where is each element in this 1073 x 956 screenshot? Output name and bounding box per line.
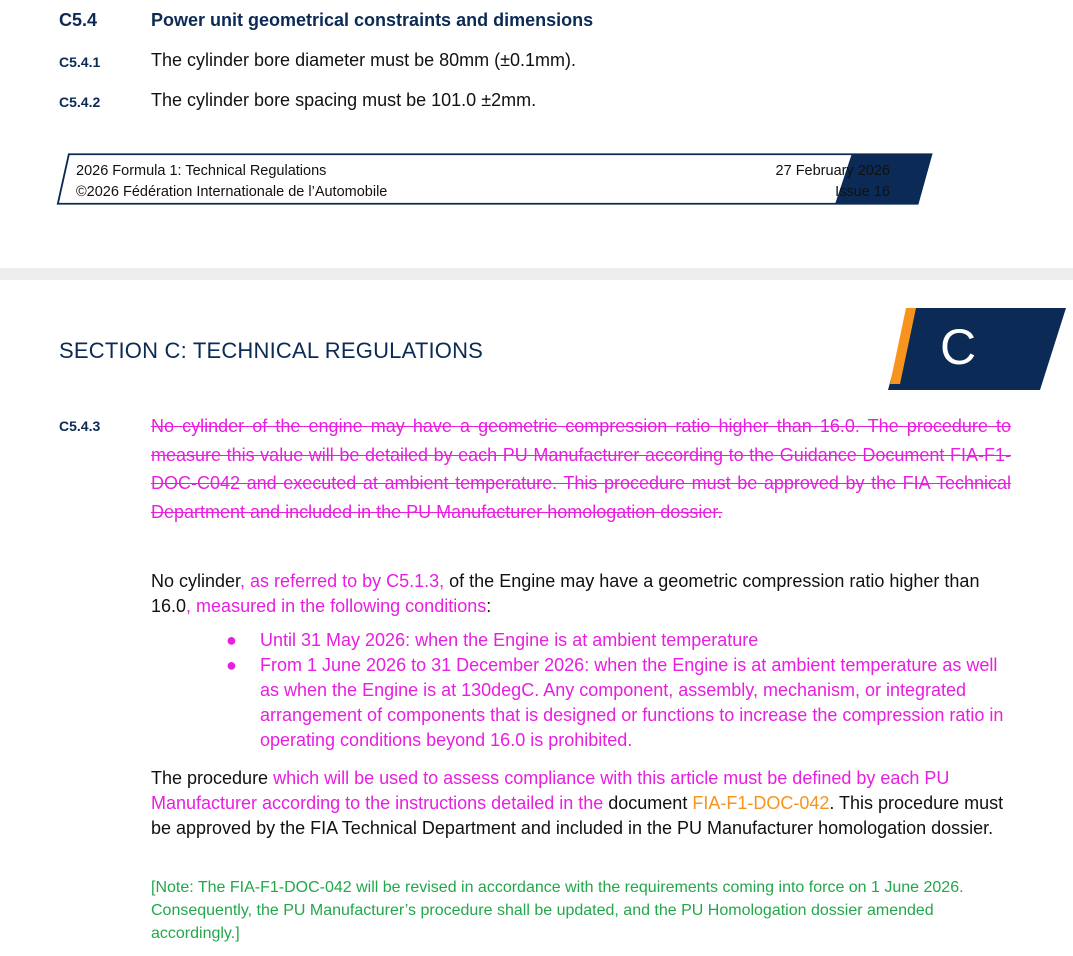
footer-doc-title: 2026 Formula 1: Technical Regulations xyxy=(76,163,327,179)
paragraph-text: : xyxy=(486,596,492,616)
document-reference: FIA-F1-DOC-042 xyxy=(692,793,830,813)
note-text: [Note: The FIA-F1-DOC-042 will be revised in accordance with the requirements coming into force on 1 June 2026. Consequently, the PU Manufacturer’s procedure shall be updated, and the PU Homologation dossier amended accordingly.] xyxy=(151,879,964,942)
section-heading: SECTION C: TECHNICAL REGULATIONS xyxy=(59,338,484,363)
list-item-text: From 1 June 2026 to 31 December 2026: when the Engine is at ambient temperature as well as when the Engine is at 130degC. Any component, assembly, mechanism, or integrated arrangement of components that is designed or functions to increase the compression ratio in operating conditions beyond 16.0 is prohibited. xyxy=(260,655,1004,750)
paragraph-procedure xyxy=(151,766,1016,841)
section-title: Power unit geometrical constraints and dimensions xyxy=(151,10,594,30)
footer-copyright: ©2026 Fédération Internationale de l’Automobile xyxy=(76,184,388,200)
list-item xyxy=(226,653,1016,753)
article-number-c542: C5.4.2 xyxy=(59,94,101,110)
footer-date: 27 February 2026 xyxy=(775,163,890,179)
article-text-c541: The cylinder bore diameter must be 80mm (±0.1mm). xyxy=(151,50,577,70)
footer-page-number: C68 xyxy=(936,168,978,193)
article-number-c541: C5.4.1 xyxy=(59,54,101,70)
paragraph-conditions xyxy=(151,569,1016,619)
article-text-c542: The cylinder bore spacing must be 101.0 ±2mm. xyxy=(151,90,537,110)
section-badge-letter: C xyxy=(939,319,977,375)
deleted-text: No cylinder of the engine may have a geometric compression ratio higher than 16.0. The procedure to measure this value will be detailed by each PU Manufacturer according to the Guidance Document FIA-F1-DOC-C042 and executed at ambient temperature. This procedure must be approved by the FIA Technical Department and included in the PU Manufacturer homologation dossier. xyxy=(151,416,1011,522)
page-divider xyxy=(0,268,1073,280)
paragraph-text: No cylinder xyxy=(151,571,241,591)
article-number-c543: C5.4.3 xyxy=(59,418,101,434)
paragraph-text: . This procedure must be approved by the FIA Technical Department and included in the PU Manufacturer homologation dossier. xyxy=(151,793,1004,838)
paragraph-text: document xyxy=(603,793,693,813)
conditions-list xyxy=(226,628,1016,753)
inserted-text: , measured in the following conditions xyxy=(186,596,487,616)
inserted-text: , as referred to by C5.1.3, xyxy=(240,571,445,591)
bullet-icon: ● xyxy=(226,630,237,650)
footer-issue: Issue 16 xyxy=(835,184,890,200)
paragraph-text: The procedure xyxy=(151,768,269,788)
bullet-icon: ● xyxy=(226,655,237,675)
inserted-text: which will be used to assess compliance with this article must be defined by each PU Manufacturer according to the instructions detailed in the xyxy=(151,768,950,813)
paragraph-text: of the Engine may have a geometric compression ratio higher than 16.0 xyxy=(151,571,980,616)
list-item-text: Until 31 May 2026: when the Engine is at ambient temperature xyxy=(260,630,759,650)
list-item xyxy=(226,628,1016,653)
section-number: C5.4 xyxy=(59,10,98,30)
